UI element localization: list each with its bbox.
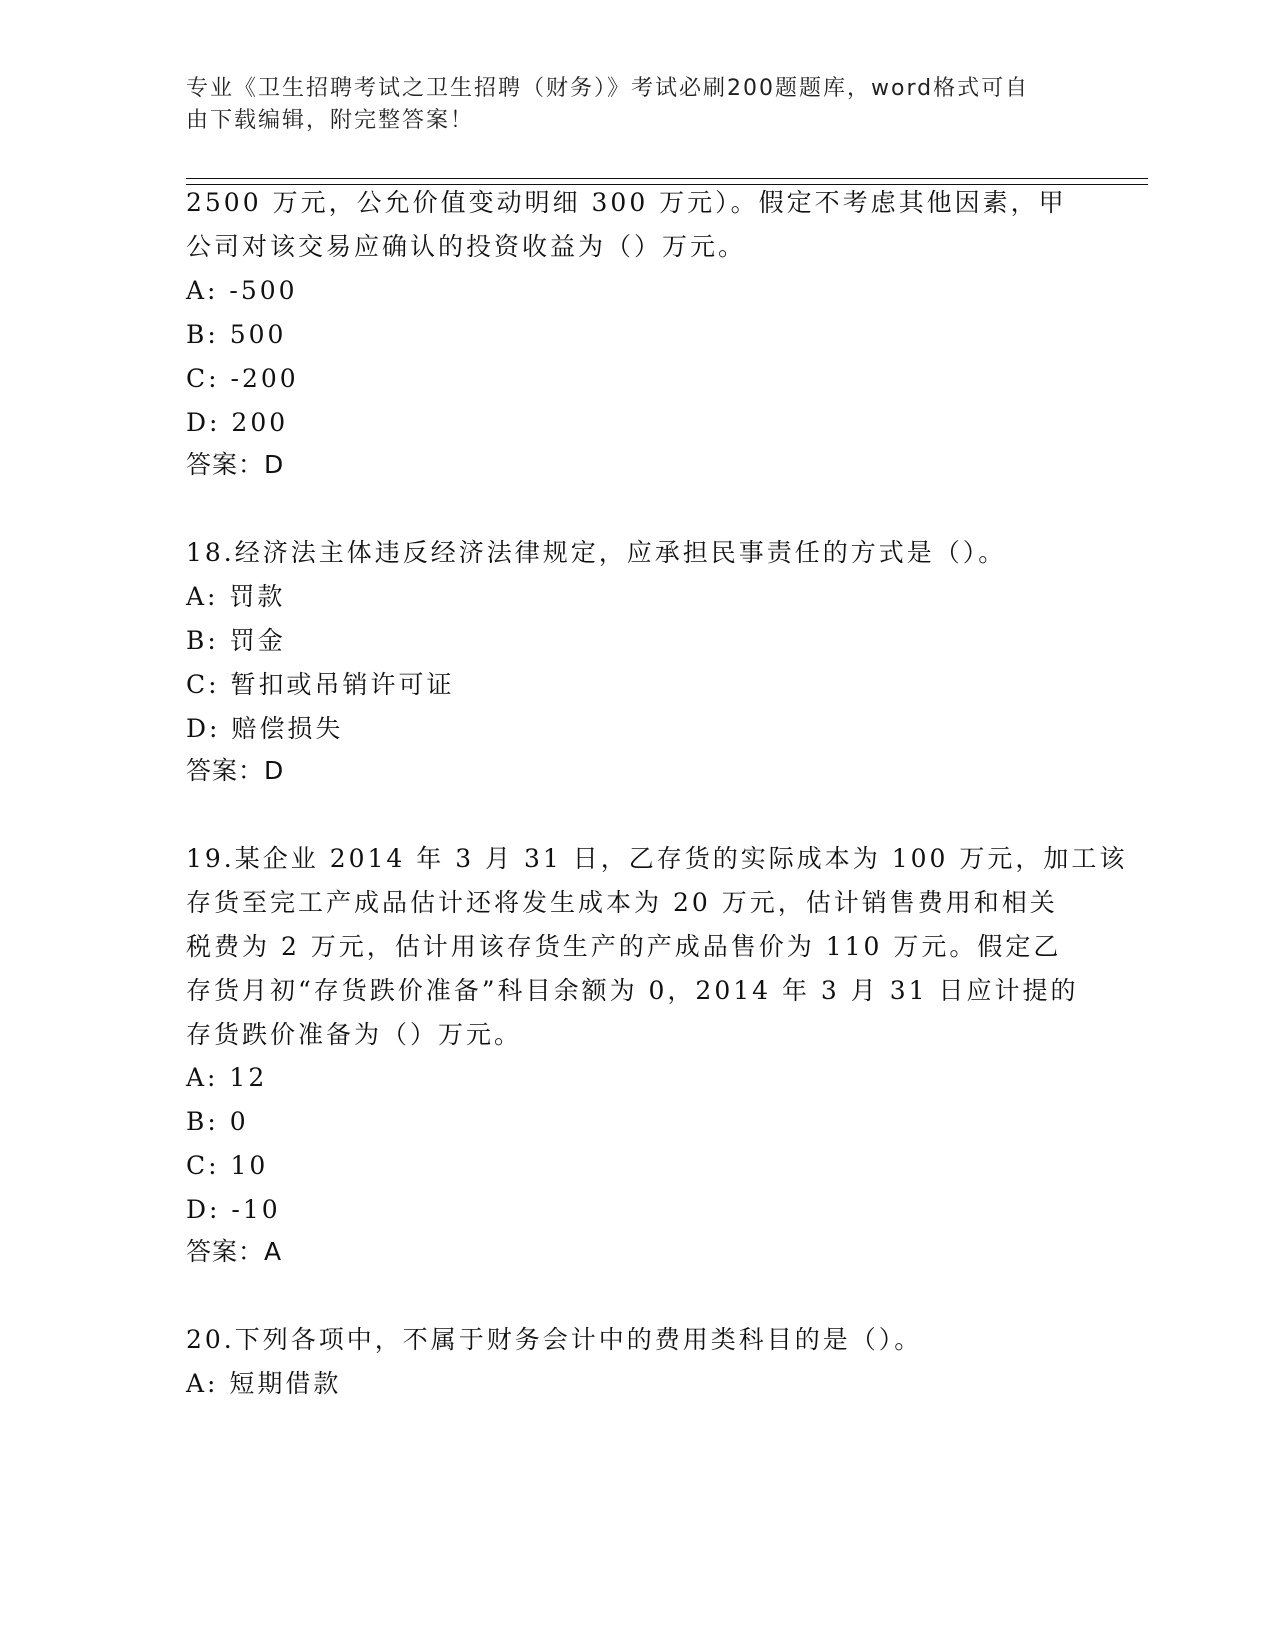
q19-option-d: D: -10 (186, 1195, 281, 1224)
q18-option-d: D: 赔偿损失 (186, 714, 344, 743)
q19-option-b: B: 0 (186, 1107, 249, 1136)
header-rule-bottom (186, 184, 1148, 185)
q19-stem-line-3: 税费为 2 万元，估计用该存货生产的产成品售价为 110 万元。假定乙 (186, 932, 1062, 961)
document-header (186, 73, 1076, 137)
q19-stem-line-4: 存货月初“存货跌价准备”科目余额为 0，2014 年 3 月 31 日应计提的 (186, 976, 1079, 1005)
header-line-2: 由下载编辑，附完整答案！ (186, 108, 475, 133)
q19-stem-line-2: 存货至完工产成品估计还将发生成本为 20 万元，估计销售费用和相关 (186, 888, 1058, 917)
q17-option-b: B: 500 (186, 320, 287, 349)
q20-stem: 20.下列各项中，不属于财务会计中的费用类科目的是（）。 (186, 1325, 923, 1354)
q18-answer: 答案：D (186, 756, 285, 785)
q20-option-a: A: 短期借款 (186, 1369, 342, 1398)
q18-stem: 18.经济法主体违反经济法律规定，应承担民事责任的方式是（）。 (186, 538, 1007, 567)
q19-option-c: C: 10 (186, 1151, 269, 1180)
q17-stem-line-1: 2500 万元，公允价值变动明细 300 万元）。假定不考虑其他因素，甲 (186, 188, 1067, 217)
q17-option-a: A: -500 (186, 276, 298, 305)
q17-stem-line-2: 公司对该交易应确认的投资收益为（）万元。 (186, 232, 747, 261)
header-line-1: 专业《卫生招聘考试之卫生招聘（财务）》考试必刷200题题库，word格式可自 (186, 76, 1030, 101)
q17-answer: 答案：D (186, 450, 285, 479)
q19-stem-line-5: 存货跌价准备为（）万元。 (186, 1020, 523, 1049)
q17-option-c: C: -200 (186, 364, 299, 393)
q17-option-d: D: 200 (186, 408, 289, 437)
q18-option-b: B: 罚金 (186, 626, 286, 655)
q18-option-c: C: 暂扣或吊销许可证 (186, 670, 455, 699)
q19-answer: 答案：A (186, 1237, 283, 1266)
header-rule-top (186, 178, 1148, 179)
q19-stem-line-1: 19.某企业 2014 年 3 月 31 日，乙存货的实际成本为 100 万元，加工该 (186, 844, 1128, 873)
q18-option-a: A: 罚款 (186, 582, 286, 611)
q19-option-a: A: 12 (186, 1063, 268, 1092)
